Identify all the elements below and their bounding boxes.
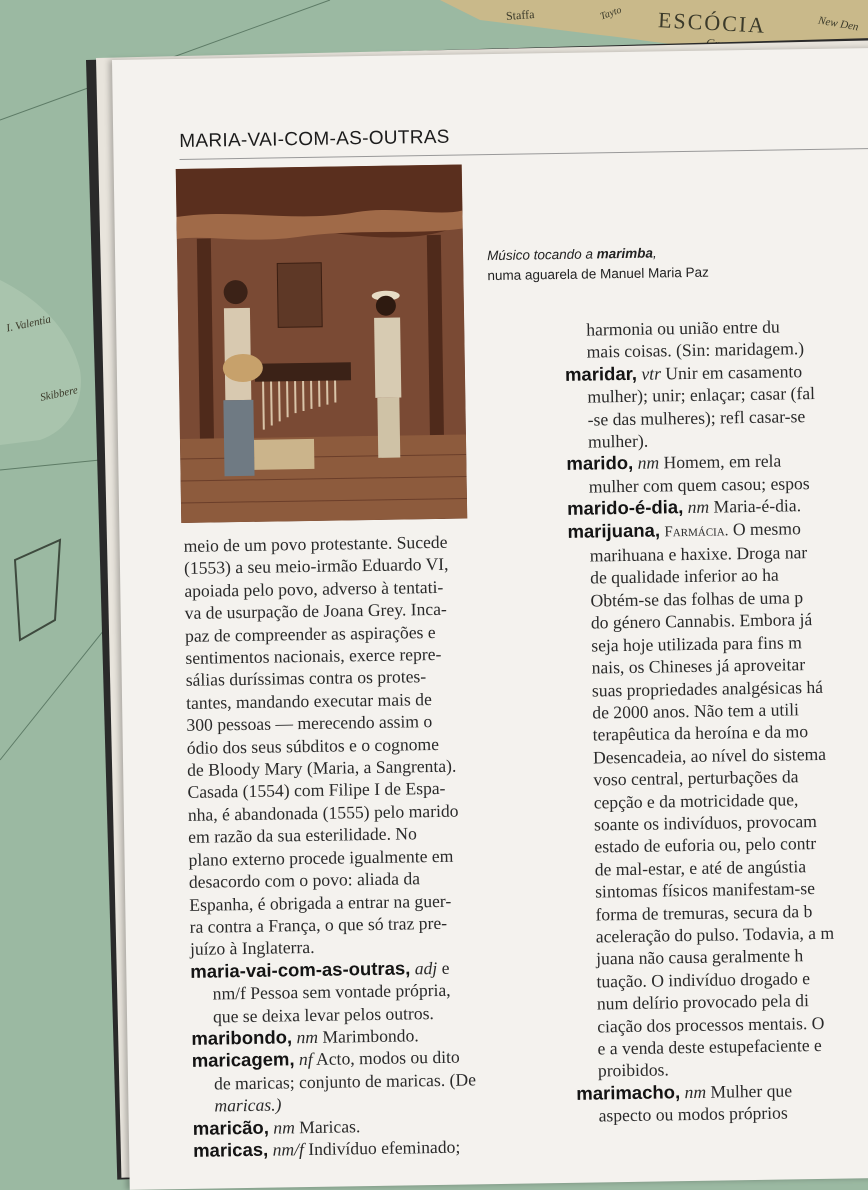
- text-line: harmonia ou união entre du: [564, 313, 868, 341]
- headword: marijuana,: [567, 519, 660, 541]
- map-label-valentia: I. Valentia: [5, 313, 52, 334]
- map-label-staffa: Staffa: [506, 7, 535, 24]
- headword: marido-é-dia,: [567, 496, 683, 519]
- entry-continuation: que se deixa levar pelos outros.: [191, 1000, 551, 1028]
- grammar-tag: adj: [415, 958, 438, 978]
- entry-continuation: Desencadeia, ao nível do sistema: [571, 741, 868, 769]
- text-line: va de usurpação de Joana Grey. Inca-: [185, 596, 545, 624]
- entry-continuation: nm/f Pessoa sem vontade própria,: [191, 977, 551, 1005]
- grammar-tag: nm/f: [272, 1139, 304, 1159]
- definition: O mesmo: [728, 518, 801, 539]
- definition: Maricas.: [295, 1116, 361, 1137]
- entry-continuation: de maricas; conjunto de maricas. (De: [192, 1067, 552, 1095]
- text-line: apoiada pelo povo, adverso à tentati-: [184, 574, 544, 602]
- entry-continuation: -se das mulheres); refl casar-se: [566, 403, 868, 431]
- headword: maribondo,: [191, 1026, 292, 1049]
- entry-continuation: proibidos.: [576, 1055, 868, 1083]
- definition: Marimbondo.: [318, 1025, 419, 1047]
- marimba-painting: [176, 165, 468, 523]
- entry-continuation: voso central, perturbações da: [571, 763, 868, 791]
- text-line: ódio dos seus súbditos e o cognome: [187, 731, 547, 759]
- entry-continuation: forma de tremuras, secura da b: [573, 898, 868, 926]
- entry-continuation: tuação. O indivíduo drogado e: [574, 965, 868, 993]
- entry-continuation: juana não causa geralmente h: [574, 943, 868, 971]
- definition: Unir em casamento: [661, 361, 802, 383]
- grammar-tag: nf: [299, 1049, 313, 1069]
- entry-continuation: Obtém-se das folhas de uma p: [568, 584, 868, 612]
- text-line: de Bloody Mary (Maria, a Sangrenta).: [187, 753, 547, 781]
- text-line: juízo à Inglaterra.: [190, 933, 550, 961]
- entry-continuation: aspecto ou modos próprios: [576, 1099, 868, 1127]
- entry-continuation: mulher com quem casou; espos: [567, 470, 868, 498]
- text-line: (1553) a seu meio-irmão Eduardo VI,: [184, 552, 544, 580]
- entry-continuation: nais, os Chineses já aproveitar: [569, 651, 868, 679]
- entry-continuation: sintomas físicos manifestam-se: [573, 875, 868, 903]
- right-column: [564, 313, 868, 1127]
- headword: maricas,: [193, 1139, 268, 1161]
- text-line: plano externo procede igualmente em: [188, 843, 548, 871]
- caption-prefix: Músico tocando a: [487, 246, 597, 263]
- entry-continuation: marihuana e haxixe. Droga nar: [568, 539, 868, 567]
- entry-continuation: num delírio provocado pela di: [575, 987, 868, 1015]
- entry-continuation: estado de euforia ou, pelo contr: [572, 831, 868, 859]
- definition: Indivíduo efeminado;: [304, 1137, 461, 1159]
- grammar-tag: nm: [296, 1027, 318, 1047]
- text-line: 300 pessoas — merecendo assim o: [186, 709, 546, 737]
- entry-continuation: e a venda deste estupefaciente e: [575, 1032, 868, 1060]
- definition: Homem, em rela: [659, 451, 781, 473]
- text-line: desacordo com o povo: aliada da: [189, 865, 549, 893]
- text-line: tantes, mandando executar mais de: [186, 686, 546, 714]
- definition: Mulher que: [706, 1080, 792, 1101]
- headword: maridar,: [565, 363, 637, 385]
- entry-continuation: suas propriedades analgésicas há: [570, 674, 868, 702]
- text-line: Casada (1554) com Filipe I de Espa-: [187, 776, 547, 804]
- map-label-escocia: ESCÓCIA: [657, 7, 766, 39]
- headword: marido,: [566, 452, 633, 474]
- text-line: mais coisas. (Sin: maridagem.): [564, 336, 868, 364]
- grammar-tag: vtr: [641, 363, 661, 383]
- text-line: em razão da sua esterilidade. No: [188, 821, 548, 849]
- map-label-tayto: Tayto: [599, 5, 623, 23]
- definition: Maria-é-dia.: [709, 495, 801, 516]
- grammar-tag: nm: [684, 1082, 706, 1102]
- grammar-tag: nm: [637, 453, 659, 473]
- entry-continuation: cepção e da motricidade que,: [572, 786, 868, 814]
- caption-line-2: numa aguarela de Manuel Maria Paz: [487, 261, 787, 286]
- text-line: Espanha, é obrigada a entrar na guer-: [189, 888, 549, 916]
- text-line: ra contra a França, o que só traz pre-: [189, 910, 549, 938]
- text-line: sentimentos nacionais, exerce repre-: [185, 641, 545, 669]
- entry-continuation: maricas.): [192, 1089, 552, 1117]
- text-line: meio de um povo protestante. Sucede: [183, 529, 543, 557]
- headword: maricagem,: [192, 1049, 295, 1072]
- entry-maricas: [193, 1134, 553, 1162]
- grammar-tag: nm: [273, 1117, 295, 1137]
- illustration-caption: [487, 241, 788, 286]
- caption-suffix: ,: [653, 245, 657, 260]
- grammar-tag: nm: [688, 497, 710, 517]
- definition: Acto, modos ou dito: [313, 1047, 460, 1069]
- definition: e: [437, 958, 450, 978]
- caption-bold-term: marimba: [597, 246, 654, 262]
- painting-image: [176, 165, 468, 523]
- headword: maria-vai-com-as-outras,: [190, 957, 410, 981]
- entry-continuation: terapêutica da heroína e da mo: [570, 719, 868, 747]
- text-line: sálias duríssimas contra os protes-: [186, 664, 546, 692]
- entry-continuation: de 2000 anos. Não tem a utili: [570, 696, 868, 724]
- left-column: [183, 529, 553, 1162]
- book-page: [112, 48, 868, 1190]
- entry-continuation: soante os indivíduos, provocam: [572, 808, 868, 836]
- text-line: paz de compreender as aspirações e: [185, 619, 545, 647]
- entry-continuation: do género Cannabis. Embora já: [569, 607, 868, 635]
- entry-continuation: aceleração do pulso. Todavia, a m: [574, 920, 868, 948]
- map-label-skibbere: Skibbere: [39, 384, 79, 404]
- entry-continuation: mulher).: [566, 425, 868, 453]
- entry-continuation: seja hoje utilizada para fins m: [569, 629, 868, 657]
- entry-continuation: mulher); unir; enlaçar; casar (fal: [565, 380, 868, 408]
- entry-continuation: de qualidade inferior ao ha: [568, 562, 868, 590]
- headword: marimacho,: [576, 1081, 680, 1104]
- map-label-newden: New Den: [817, 15, 859, 34]
- entry-continuation: de mal-estar, e até de angústia: [573, 853, 868, 881]
- headword: maricão,: [193, 1116, 269, 1138]
- domain-tag: Farmácia.: [664, 523, 728, 540]
- text-line: nha, é abandonada (1555) pelo marido: [188, 798, 548, 826]
- entry-continuation: ciação dos processos mentais. O: [575, 1010, 868, 1038]
- page-header: MARIA-VAI-COM-AS-OUTRAS: [179, 127, 450, 153]
